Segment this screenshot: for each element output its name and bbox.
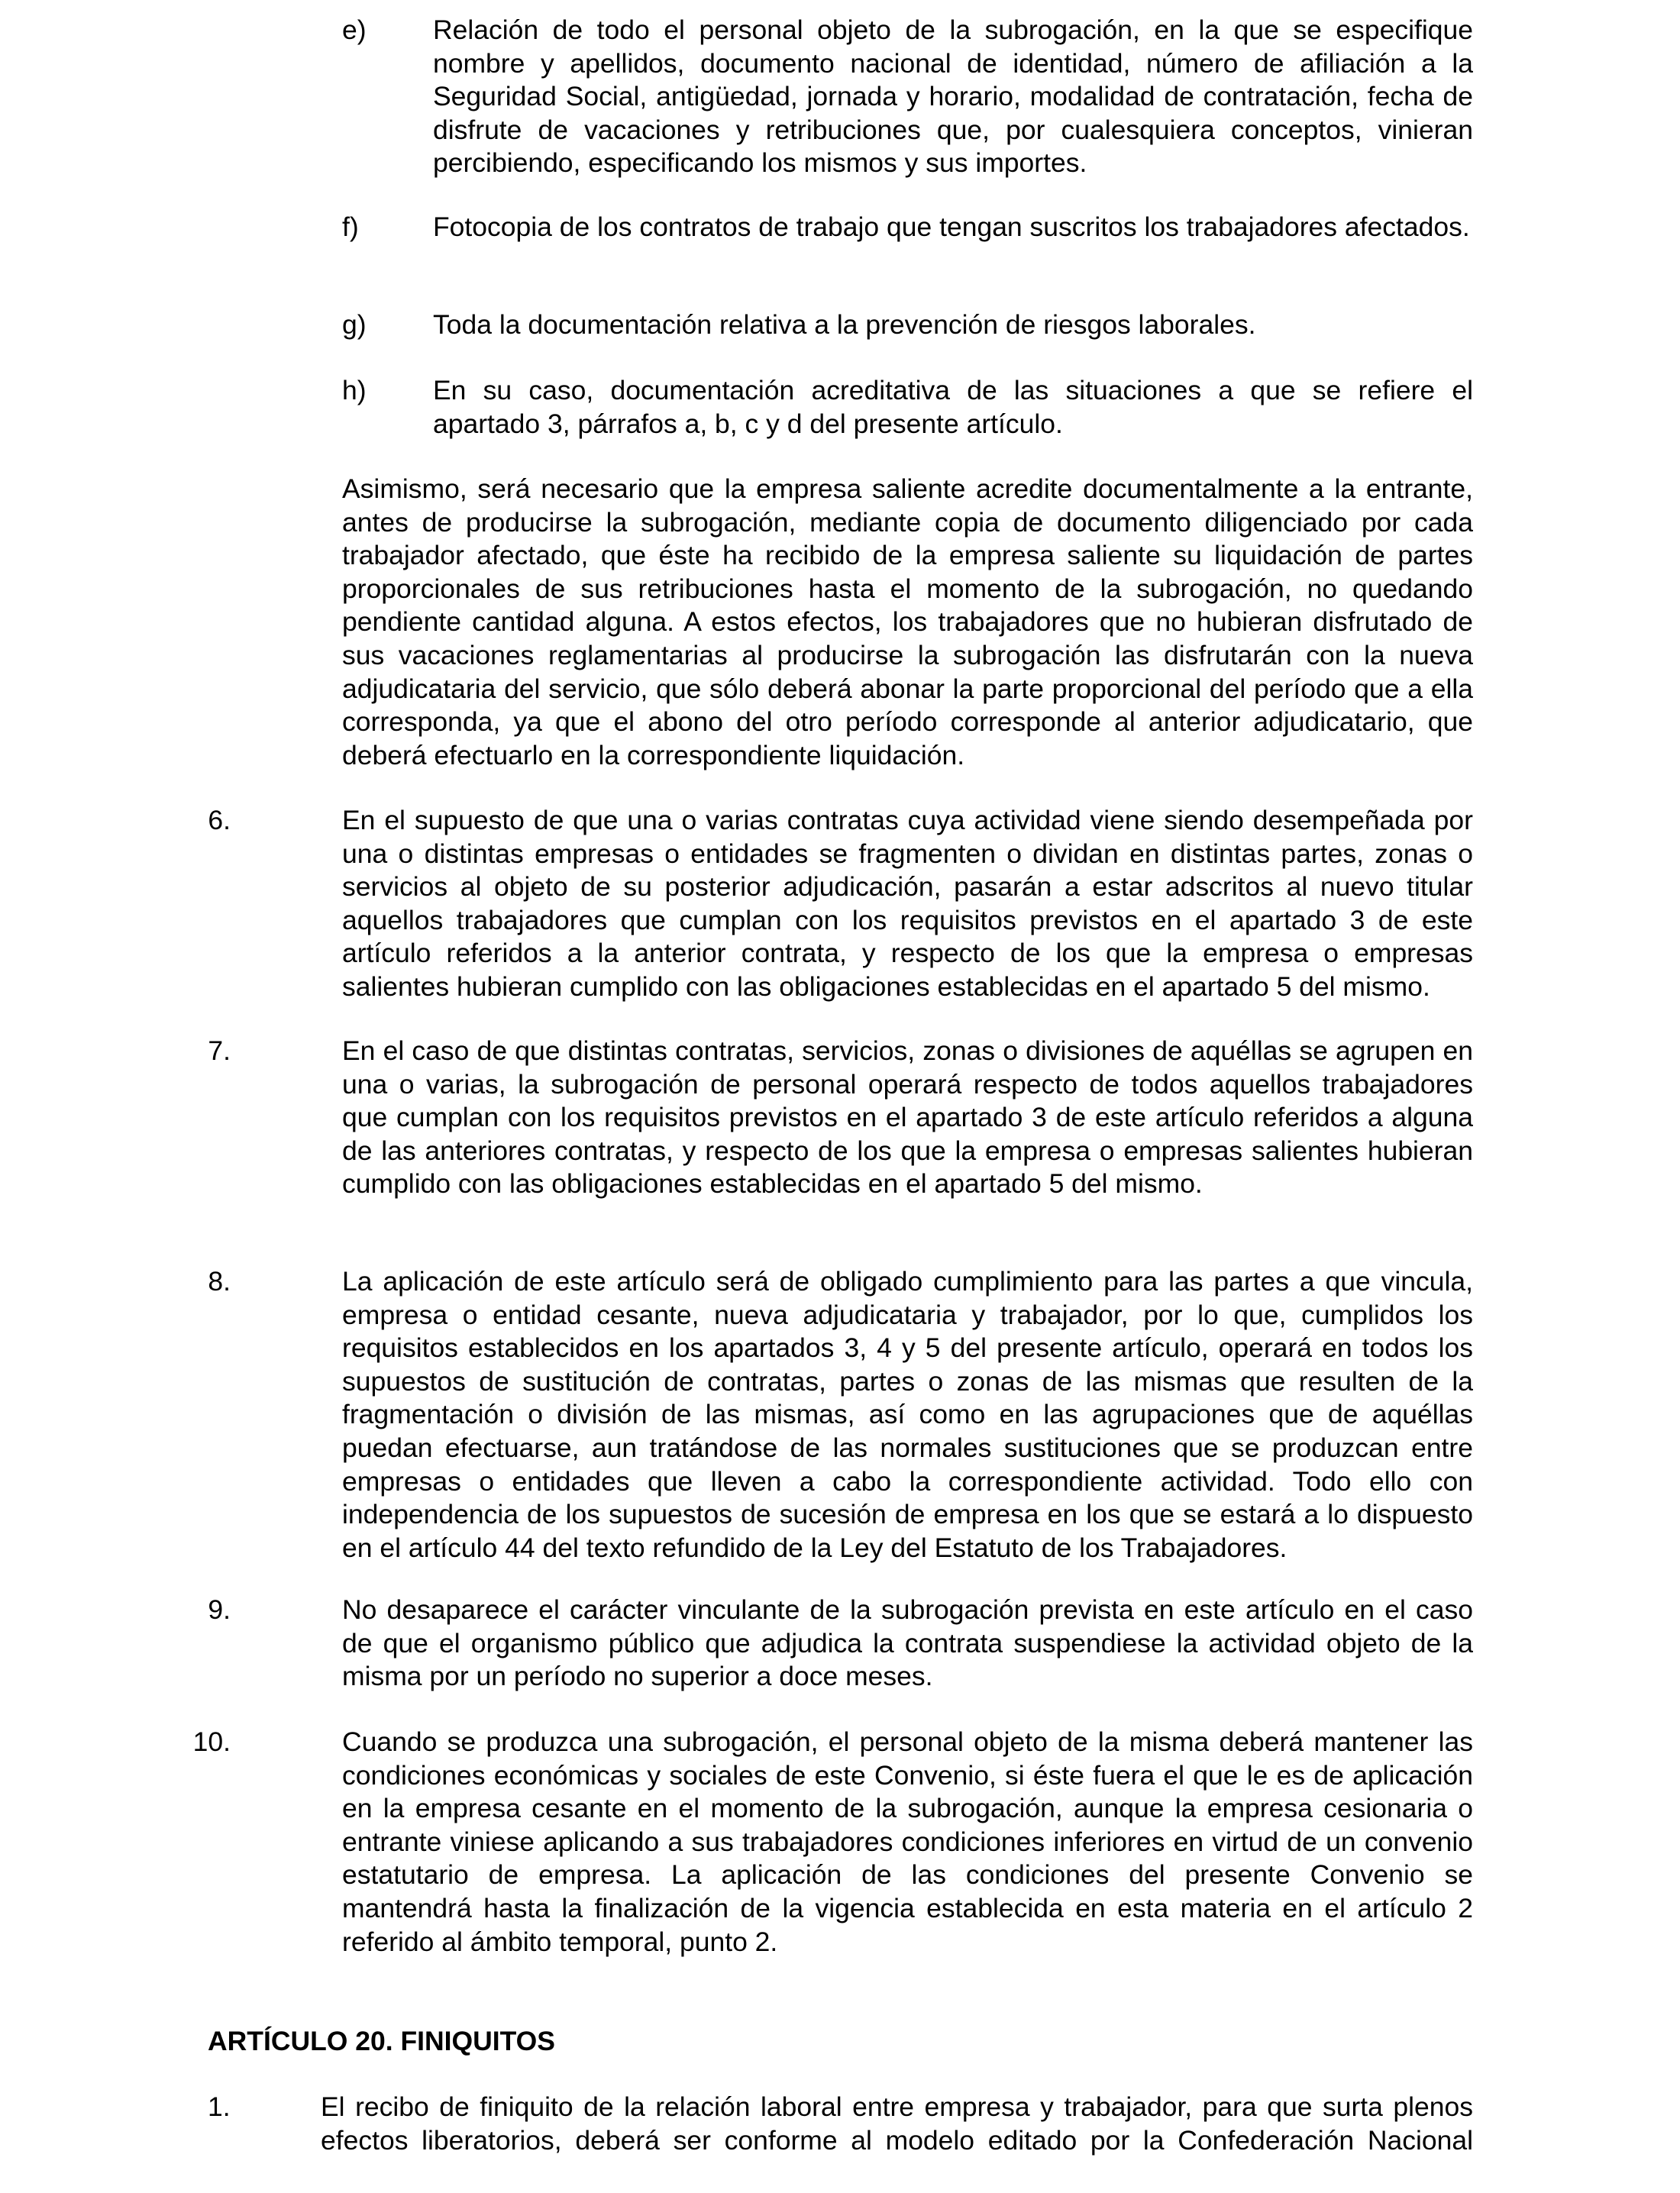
sub-item-label-e: e) — [342, 15, 367, 45]
asimismo-paragraph: Asimismo, será necesario que la empresa saliente acredite documentalmente a la entrante, antes de producirse la subrogación, mediante copia de documento diligenciado por cada trabajador afectado, que éste ha recibido de la empresa saliente su liquidación de partes proporcionales de sus retribuciones hasta el momento de la subrogación, no quedando pendiente cantidad alguna. A estos efectos, los trabajadores que no hubieran disfrutado de sus vacaciones reglamentarias al producirse la subrogación las disfrutarán con la nueva adjudicataria del servicio, que sólo deberá abonar la parte proporcional del período que a ella corresponda, ya que el abono del otro período corresponde al anterior adjudicatario, que deberá efectuarlo en la correspondiente liquidación. — [342, 473, 1473, 770]
sub-item-text-h: En su caso, documentación acreditativa de las situaciones a que se refiere el apartado 3, párrafos a, b, c y d del presente artículo. — [433, 375, 1473, 439]
item-text-10: Cuando se produzca una subrogación, el personal objeto de la misma deberá mantener las condiciones económicas y sociales de este Convenio, si éste fuera el que le es de aplicación en la empresa cesante en el momento de la subrogación, aunque la empresa cesionaria o entrante viniese aplicando a sus trabajadores condiciones inferiores en virtud de un convenio estatutario de empresa. La aplicación de las condiciones del presente Convenio se mantendrá hasta la finalización de la vigencia establecida en esta materia en el artículo 2 referido al ámbito temporal, punto 2. — [342, 1726, 1473, 1957]
item-text-9: No desaparece el carácter vinculante de la subrogación prevista en este artículo en el caso de que el organismo público que adjudica la contrata suspendiese la actividad objeto de la misma por un período no superior a doce meses. — [342, 1594, 1473, 1692]
item-text-7: En el caso de que distintas contratas, servicios, zonas o divisiones de aquéllas se agrupen en una o varias, la subrogación de personal operará respecto de todos aquellos trabajadores que cumplan con los requisitos previstos en el apartado 3 de este artículo referidos a alguna de las anteriores contratas, y respecto de los que la empresa o empresas salientes hubieran cumplido con las obligaciones establecidas en el apartado 5 del mismo. — [342, 1035, 1473, 1200]
item-text-8: La aplicación de este artículo será de obligado cumplimiento para las partes a que vincula, empresa o entidad cesante, nueva adjudicataria y trabajador, por lo que, cumplidos los requisitos establecidos en los apartados 3, 4 y 5 del presente artículo, operará en todos los supuestos de sustitución de contratas, partes o zonas de las mismas que resulten de la fragmentación o división de las mismas, así como en las agrupaciones que de aquéllas puedan efectuarse, aun tratándose de las normales sustituciones que se produzcan entre empresas o entidades que lleven a cabo la correspondiente actividad. Todo ello con independencia de los supuestos de sucesión de empresa en los que se estará a lo dispuesto en el artículo 44 del texto refundido de la Ley del Estatuto de los Trabajadores. — [342, 1266, 1473, 1563]
sub-item-text-g: Toda la documentación relativa a la prevención de riesgos laborales. — [433, 309, 1256, 340]
sub-item-label-h: h) — [342, 375, 367, 405]
item-number-9: 9. — [208, 1594, 231, 1625]
article-item-text-1: El recibo de finiquito de la relación laboral entre empresa y trabajador, para que surta plenos efectos liberatorios, deberá ser conforme al modelo editado por la Confederación Nacional — [321, 2091, 1473, 2156]
item-number-8: 8. — [208, 1266, 231, 1297]
item-number-6: 6. — [208, 805, 231, 835]
sub-item-label-f: f) — [342, 212, 359, 242]
sub-item-label-g: g) — [342, 309, 367, 340]
item-text-6: En el supuesto de que una o varias contratas cuya actividad viene siendo desempeñada por una o distintas empresas o entidades se fragmenten o dividan en distintas partes, zonas o servicios al objeto de su posterior adjudicación, pasarán a estar adscritos al nuevo titular aquellos trabajadores que cumplan con los requisitos previstos en el apartado 3 de este artículo referidos a la anterior contrata, y respecto de los que la empresa o empresas salientes hubieran cumplido con las obligaciones establecidas en el apartado 5 del mismo. — [342, 805, 1473, 1002]
item-number-7: 7. — [208, 1035, 231, 1066]
sub-item-text-f: Fotocopia de los contratos de trabajo que tengan suscritos los trabajadores afectados. — [433, 212, 1470, 242]
sub-item-text-e: Relación de todo el personal objeto de la subrogación, en la que se especifique nombre y apellidos, documento nacional de identidad, número de afiliación a la Seguridad Social, antigüedad, jornada y horario, modalidad de contratación, fecha de disfrute de vacaciones y retribuciones que, por cualesquiera conceptos, vinieran percibiendo, especificando los mismos y sus importes. — [433, 15, 1473, 179]
item-number-10: 10. — [192, 1726, 231, 1757]
article-heading: ARTÍCULO 20. FINIQUITOS — [208, 2026, 555, 2056]
article-item-number-1: 1. — [208, 2091, 231, 2122]
